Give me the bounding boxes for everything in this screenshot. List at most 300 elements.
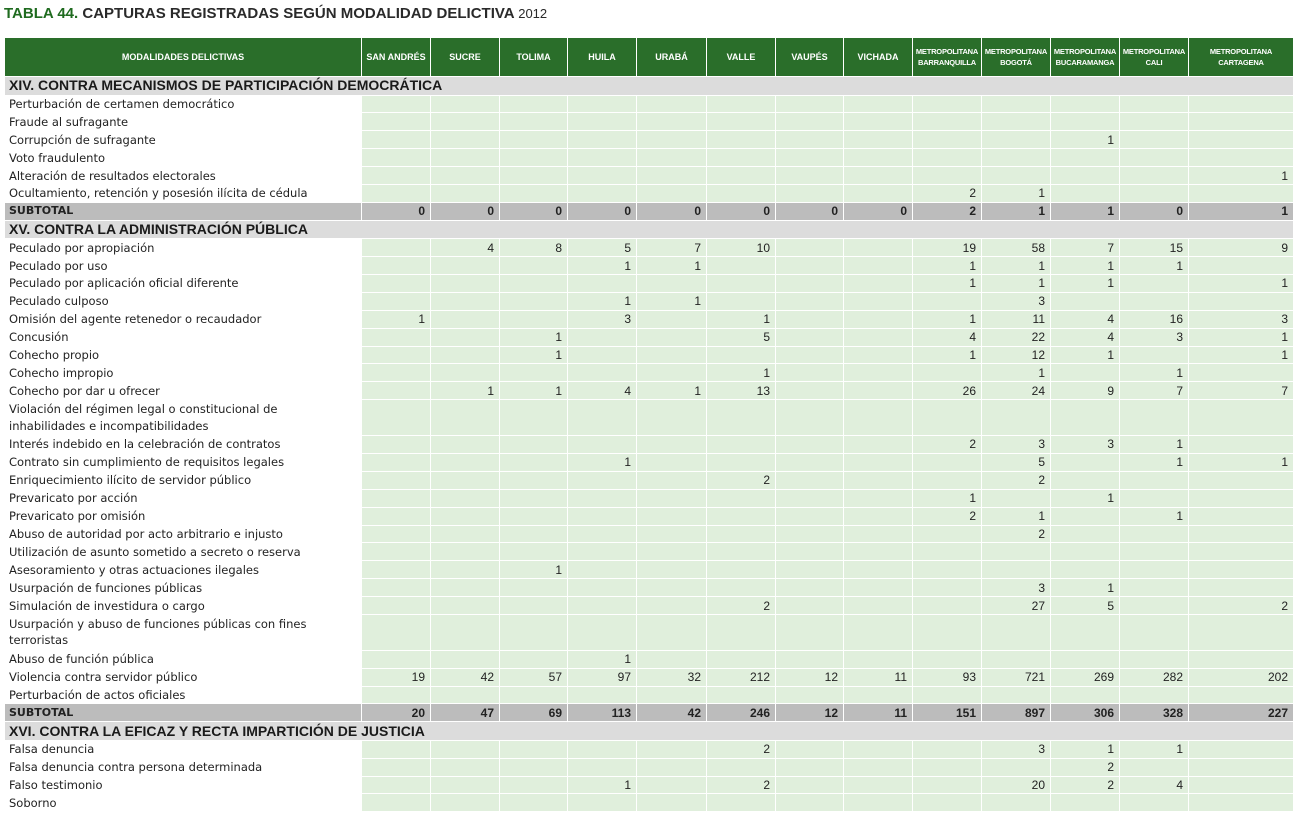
table-cell [568, 95, 637, 113]
table-cell [431, 436, 500, 454]
table-cell [913, 471, 982, 489]
table-cell: 1 [637, 257, 707, 275]
row-label: Omisión del agente retenedor o recaudador [5, 310, 362, 328]
table-cell: 4 [1051, 328, 1120, 346]
table-cell [500, 650, 568, 668]
table-cell: 151 [913, 704, 982, 722]
table-cell [1189, 614, 1294, 650]
table-cell: 2 [1051, 758, 1120, 776]
table-cell [1051, 113, 1120, 131]
table-cell [776, 184, 844, 202]
table-cell: 2 [982, 471, 1051, 489]
table-cell [431, 95, 500, 113]
table-cell [431, 184, 500, 202]
row-label: Peculado por apropiación [5, 239, 362, 257]
table-cell [1051, 453, 1120, 471]
table-cell [637, 614, 707, 650]
table-cell: 1 [568, 257, 637, 275]
table-cell [1189, 740, 1294, 758]
table-cell [1189, 257, 1294, 275]
table-cell: 0 [568, 202, 637, 220]
table-cell: 1 [913, 257, 982, 275]
table-row [5, 257, 1294, 275]
row-label: Falsa denuncia [5, 740, 362, 758]
table-cell [1189, 95, 1294, 113]
table-cell: 1 [1189, 167, 1294, 185]
row-label: Falsa denuncia contra persona determinada [5, 758, 362, 776]
table-cell [776, 597, 844, 615]
table-cell: 0 [776, 202, 844, 220]
table-cell: 97 [568, 668, 637, 686]
column-header: VAUPÉS [776, 38, 844, 77]
table-row [5, 758, 1294, 776]
table-cell [362, 275, 431, 293]
table-cell [362, 328, 431, 346]
row-label: Cohecho impropio [5, 364, 362, 382]
table-cell [1051, 561, 1120, 579]
table-cell [500, 758, 568, 776]
table-cell [1051, 167, 1120, 185]
row-label: Violencia contra servidor público [5, 668, 362, 686]
table-cell: 1 [707, 364, 776, 382]
table-cell [362, 346, 431, 364]
table-cell [844, 776, 913, 794]
table-cell [1051, 292, 1120, 310]
table-cell [1120, 794, 1189, 812]
table-cell: 3 [982, 292, 1051, 310]
table-cell [637, 507, 707, 525]
table-cell [568, 579, 637, 597]
table-cell [776, 794, 844, 812]
row-label: Peculado por uso [5, 257, 362, 275]
table-cell [776, 543, 844, 561]
table-cell [500, 597, 568, 615]
table-cell [500, 794, 568, 812]
table-cell [568, 507, 637, 525]
table-cell [776, 525, 844, 543]
table-cell [1189, 561, 1294, 579]
table-cell [1051, 184, 1120, 202]
table-cell: 16 [1120, 310, 1189, 328]
table-cell [431, 579, 500, 597]
table-cell [1189, 400, 1294, 436]
table-row [5, 275, 1294, 293]
table-cell [568, 400, 637, 436]
table-cell: 1 [1051, 131, 1120, 149]
table-cell [637, 400, 707, 436]
table-cell [844, 275, 913, 293]
table-cell: 5 [982, 453, 1051, 471]
table-cell [500, 257, 568, 275]
table-cell [982, 113, 1051, 131]
table-cell [637, 364, 707, 382]
table-cell: 3 [982, 579, 1051, 597]
table-cell [1120, 292, 1189, 310]
table-cell [776, 436, 844, 454]
table-cell [500, 453, 568, 471]
table-cell [362, 364, 431, 382]
table-cell: 1 [1051, 489, 1120, 507]
table-cell [982, 561, 1051, 579]
table-cell [913, 776, 982, 794]
column-header: METROPOLITANA CALI [1120, 38, 1189, 77]
column-header: METROPOLITANA CARTAGENA [1189, 38, 1294, 77]
table-cell [1051, 794, 1120, 812]
table-cell: 1 [568, 453, 637, 471]
row-label: Peculado culposo [5, 292, 362, 310]
table-cell [431, 292, 500, 310]
column-header: METROPOLITANA BARRANQUILLA [913, 38, 982, 77]
table-cell [776, 489, 844, 507]
table-cell [568, 364, 637, 382]
table-cell [637, 113, 707, 131]
table-cell [362, 131, 431, 149]
table-cell [707, 489, 776, 507]
table-cell [1189, 543, 1294, 561]
table-cell [707, 507, 776, 525]
table-cell [637, 346, 707, 364]
table-cell: 1 [913, 275, 982, 293]
table-cell: 32 [637, 668, 707, 686]
table-cell [568, 184, 637, 202]
table-cell [776, 364, 844, 382]
table-cell [844, 131, 913, 149]
table-cell [1051, 525, 1120, 543]
table-cell [568, 686, 637, 704]
table-cell [1189, 525, 1294, 543]
table-cell: 1 [1189, 328, 1294, 346]
table-cell [568, 328, 637, 346]
table-cell [362, 382, 431, 400]
table-cell [637, 471, 707, 489]
row-label: Alteración de resultados electorales [5, 167, 362, 185]
table-cell: 1 [500, 561, 568, 579]
table-cell [1051, 471, 1120, 489]
table-cell [362, 794, 431, 812]
table-cell [913, 794, 982, 812]
table-cell [1189, 776, 1294, 794]
table-cell [844, 113, 913, 131]
table-row [5, 525, 1294, 543]
table-cell [362, 776, 431, 794]
table-cell: 57 [500, 668, 568, 686]
table-cell [500, 614, 568, 650]
table-cell [500, 489, 568, 507]
table-cell [1120, 184, 1189, 202]
row-label: Fraude al sufragante [5, 113, 362, 131]
table-row [5, 561, 1294, 579]
table-cell [500, 579, 568, 597]
table-cell [1120, 489, 1189, 507]
table-cell [1189, 650, 1294, 668]
table-cell [776, 239, 844, 257]
table-cell [568, 275, 637, 293]
table-cell [362, 561, 431, 579]
table-row [5, 597, 1294, 615]
table-cell [500, 364, 568, 382]
table-cell [1189, 489, 1294, 507]
column-header: METROPOLITANA BOGOTÁ [982, 38, 1051, 77]
table-cell [500, 292, 568, 310]
table-cell [1189, 507, 1294, 525]
column-header-modalidades: MODALIDADES DELICTIVAS [5, 38, 362, 77]
table-cell [844, 149, 913, 167]
table-cell [982, 489, 1051, 507]
table-cell: 7 [1051, 239, 1120, 257]
table-cell [500, 686, 568, 704]
table-cell [500, 149, 568, 167]
table-cell: 227 [1189, 704, 1294, 722]
table-cell [1120, 275, 1189, 293]
table-cell [431, 614, 500, 650]
table-cell [844, 740, 913, 758]
table-cell [362, 525, 431, 543]
table-cell [431, 167, 500, 185]
table-cell [637, 275, 707, 293]
table-cell [913, 740, 982, 758]
table-number: TABLA 44. [4, 5, 79, 22]
table-row [5, 328, 1294, 346]
table-row [5, 149, 1294, 167]
table-row [5, 131, 1294, 149]
table-cell [707, 650, 776, 668]
table-cell [1051, 364, 1120, 382]
table-cell [1120, 149, 1189, 167]
table-cell [776, 776, 844, 794]
table-cell [431, 758, 500, 776]
table-cell [844, 310, 913, 328]
table-cell [568, 561, 637, 579]
table-cell [637, 525, 707, 543]
table-cell: 19 [362, 668, 431, 686]
row-label: Abuso de función pública [5, 650, 362, 668]
table-cell [637, 579, 707, 597]
table-cell [844, 95, 913, 113]
column-header: VALLE [707, 38, 776, 77]
table-cell [362, 400, 431, 436]
table-cell [362, 650, 431, 668]
table-cell [568, 167, 637, 185]
table-row [5, 650, 1294, 668]
table-cell [637, 776, 707, 794]
table-cell [776, 257, 844, 275]
table-cell [707, 292, 776, 310]
table-cell [776, 400, 844, 436]
table-cell [913, 131, 982, 149]
table-cell [1189, 471, 1294, 489]
table-cell [844, 650, 913, 668]
table-cell: 1 [1120, 507, 1189, 525]
table-cell: 3 [1051, 436, 1120, 454]
table-cell: 1 [500, 346, 568, 364]
table-cell [500, 525, 568, 543]
subtotal-row [5, 202, 1294, 220]
table-cell: 5 [1051, 597, 1120, 615]
table-cell [362, 167, 431, 185]
table-cell [362, 543, 431, 561]
table-cell: 897 [982, 704, 1051, 722]
table-cell [362, 686, 431, 704]
table-cell: 2 [982, 525, 1051, 543]
row-label: Asesoramiento y otras actuaciones ilegales [5, 561, 362, 579]
table-cell [1120, 113, 1189, 131]
table-cell [1120, 471, 1189, 489]
table-cell [637, 453, 707, 471]
table-cell [1120, 525, 1189, 543]
table-cell [844, 597, 913, 615]
table-cell [844, 167, 913, 185]
table-cell [1189, 292, 1294, 310]
table-cell: 1 [1189, 346, 1294, 364]
table-cell [844, 239, 913, 257]
table-cell [776, 614, 844, 650]
table-cell [776, 95, 844, 113]
table-cell: 2 [913, 436, 982, 454]
table-cell [431, 650, 500, 668]
table-cell: 202 [1189, 668, 1294, 686]
table-row [5, 507, 1294, 525]
table-cell [1189, 113, 1294, 131]
section-title: XV. CONTRA LA ADMINISTRACIÓN PÚBLICA [5, 220, 1294, 239]
table-year: 2012 [518, 6, 548, 21]
table-cell: 13 [707, 382, 776, 400]
section-row [5, 77, 1294, 96]
row-label: Violación del régimen legal o constitucional de inhabilidades e incompatibilidades [5, 400, 362, 436]
table-cell [637, 543, 707, 561]
table-cell [362, 579, 431, 597]
column-header: SUCRE [431, 38, 500, 77]
table-cell: 246 [707, 704, 776, 722]
table-cell: 7 [637, 239, 707, 257]
table-cell [776, 310, 844, 328]
table-cell [637, 650, 707, 668]
table-cell [1120, 131, 1189, 149]
row-label: Utilización de asunto sometido a secreto o reserva [5, 543, 362, 561]
table-cell [776, 561, 844, 579]
table-body [5, 77, 1294, 812]
table-cell [637, 131, 707, 149]
table-cell [500, 113, 568, 131]
table-cell [913, 561, 982, 579]
table-cell: 11 [844, 668, 913, 686]
table-cell: 0 [844, 202, 913, 220]
table-cell [362, 113, 431, 131]
table-cell [431, 346, 500, 364]
table-cell [1120, 579, 1189, 597]
table-cell: 1 [1051, 275, 1120, 293]
table-cell [362, 184, 431, 202]
table-cell: 212 [707, 668, 776, 686]
table-cell [362, 489, 431, 507]
table-cell [844, 525, 913, 543]
table-cell [707, 167, 776, 185]
table-cell [568, 525, 637, 543]
table-cell [431, 149, 500, 167]
table-cell [431, 328, 500, 346]
row-label: Prevaricato por omisión [5, 507, 362, 525]
table-cell: 0 [707, 202, 776, 220]
row-label: Contrato sin cumplimiento de requisitos legales [5, 453, 362, 471]
table-cell [431, 740, 500, 758]
table-cell [1051, 650, 1120, 668]
table-cell [776, 346, 844, 364]
table-cell: 306 [1051, 704, 1120, 722]
table-cell: 20 [362, 704, 431, 722]
table-cell: 3 [1189, 310, 1294, 328]
table-cell [844, 579, 913, 597]
table-cell: 0 [500, 202, 568, 220]
table-cell [637, 597, 707, 615]
table-row [5, 686, 1294, 704]
table-cell [568, 346, 637, 364]
table-cell [500, 776, 568, 794]
table-cell: 1 [982, 275, 1051, 293]
table-cell: 12 [982, 346, 1051, 364]
table-cell [844, 561, 913, 579]
table-cell [776, 740, 844, 758]
section-title: XVI. CONTRA LA EFICAZ Y RECTA IMPARTICIÓN DE JUSTICIA [5, 722, 1294, 741]
row-label: Prevaricato por acción [5, 489, 362, 507]
table-cell [707, 543, 776, 561]
row-label: Ocultamiento, retención y posesión ilícita de cédula [5, 184, 362, 202]
table-cell [500, 167, 568, 185]
table-cell [362, 257, 431, 275]
table-cell [707, 95, 776, 113]
table-cell [431, 794, 500, 812]
table-cell: 2 [913, 184, 982, 202]
table-cell: 2 [1051, 776, 1120, 794]
table-cell [431, 453, 500, 471]
table-cell [1051, 686, 1120, 704]
table-cell [1051, 400, 1120, 436]
table-cell [431, 489, 500, 507]
table-cell [982, 758, 1051, 776]
table-cell [844, 346, 913, 364]
table-cell [362, 597, 431, 615]
table-cell [776, 382, 844, 400]
table-row [5, 382, 1294, 400]
table-cell: 1 [1051, 740, 1120, 758]
table-cell: 1 [1189, 453, 1294, 471]
table-cell: 4 [1120, 776, 1189, 794]
table-cell [637, 328, 707, 346]
table-cell: 42 [637, 704, 707, 722]
table-cell [844, 489, 913, 507]
table-cell [431, 113, 500, 131]
table-title [4, 3, 547, 25]
table-cell: 1 [1189, 275, 1294, 293]
row-label: Abuso de autoridad por acto arbitrario e injusto [5, 525, 362, 543]
table-cell [776, 275, 844, 293]
table-cell [982, 794, 1051, 812]
table-cell [776, 453, 844, 471]
table-cell: 1 [500, 328, 568, 346]
table-cell: 9 [1051, 382, 1120, 400]
table-cell [913, 686, 982, 704]
table-cell [707, 436, 776, 454]
table-cell [500, 184, 568, 202]
table-cell: 5 [568, 239, 637, 257]
table-cell [431, 525, 500, 543]
table-cell [776, 113, 844, 131]
table-cell: 69 [500, 704, 568, 722]
table-row [5, 614, 1294, 650]
table-cell [637, 149, 707, 167]
table-cell [1120, 561, 1189, 579]
table-row [5, 543, 1294, 561]
table-row [5, 167, 1294, 185]
table-cell [1189, 579, 1294, 597]
